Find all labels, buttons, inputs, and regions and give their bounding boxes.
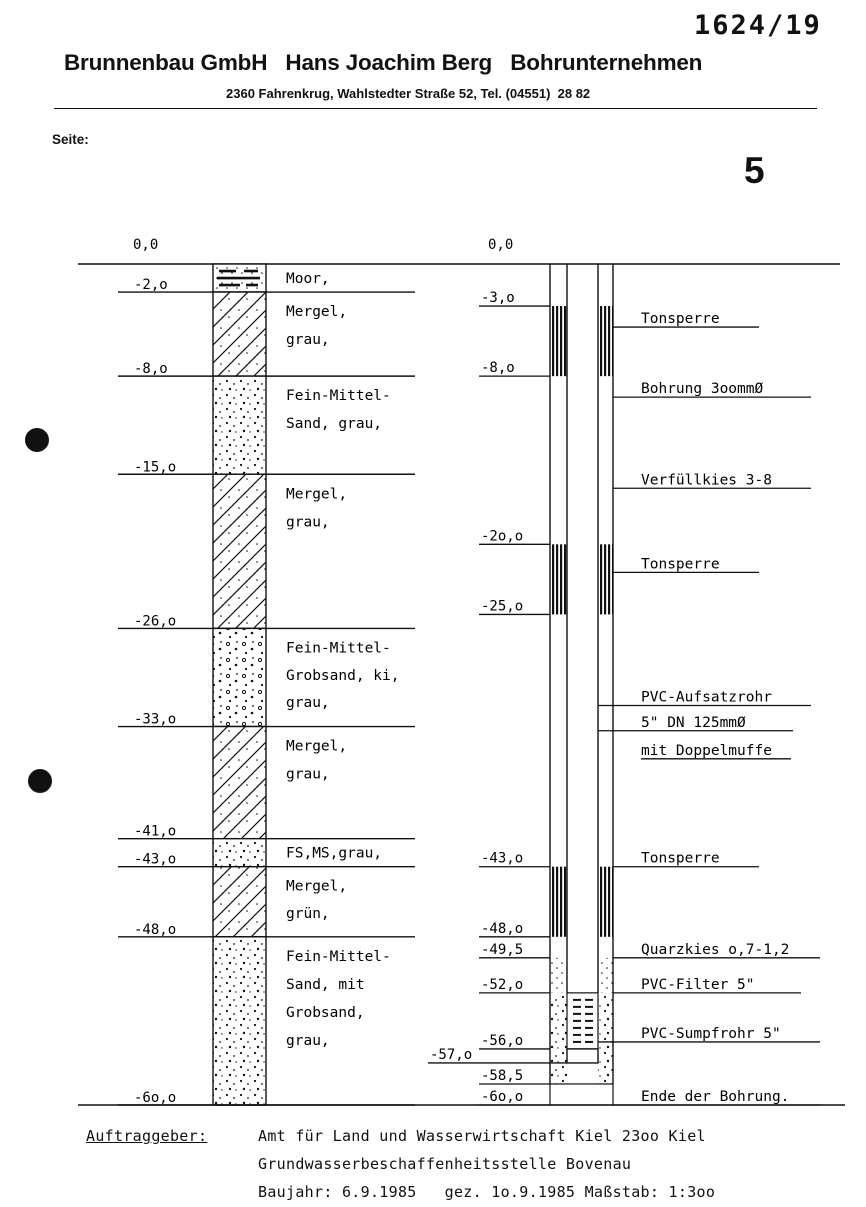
filter-screen	[567, 993, 598, 1049]
soil-layer	[213, 727, 266, 839]
layer-description: Mergel,	[286, 738, 348, 755]
well-annotation: Bohrung 3oommØ	[641, 381, 764, 398]
layer-depth-label: -2,o	[134, 277, 168, 294]
annulus-fill	[550, 544, 567, 614]
well-annotation: PVC-Filter 5"	[641, 976, 755, 993]
well-depth-label: -3,o	[481, 290, 515, 307]
well-annotation: 5" DN 125mmØ	[641, 714, 746, 731]
soil-layer	[213, 376, 266, 474]
annulus-fill	[550, 306, 567, 376]
sump-pipe	[567, 1049, 598, 1063]
layer-description: grau,	[286, 695, 330, 712]
layer-description: grau,	[286, 766, 330, 783]
soil-layer	[213, 937, 266, 1105]
auftraggeber-label: Auftraggeber:	[86, 1127, 208, 1145]
punch-hole	[28, 769, 52, 793]
layer-description: Grobsand,	[286, 1004, 365, 1021]
well-annotation: Tonsperre	[641, 556, 720, 573]
well-annotation: Ende der Bohrung.	[641, 1089, 790, 1105]
layer-depth-label: -48,o	[134, 921, 177, 938]
profile-top-label: 0,0	[133, 237, 159, 253]
soil-layer	[213, 292, 266, 376]
well-depth-label: -57,o	[430, 1046, 473, 1063]
soil-profile-column	[78, 237, 840, 1106]
client-line: Amt für Land und Wasserwirtschaft Kiel 23oo Kiel	[258, 1127, 706, 1145]
soil-layer	[213, 867, 266, 937]
layer-description: grün,	[286, 905, 330, 922]
well-annotation: Tonsperre	[641, 311, 720, 328]
well-annotation: Quarzkies o,7-1,2	[641, 941, 790, 958]
well-depth-label: -25,o	[481, 598, 524, 615]
well-depth-label: -8,o	[481, 360, 515, 377]
annulus-fill	[550, 867, 567, 937]
layer-description: grau,	[286, 514, 330, 531]
well-depth-label: -49,5	[481, 941, 524, 958]
layer-description: Sand, mit	[286, 976, 365, 993]
well-annotation: PVC-Aufsatzrohr	[641, 689, 772, 706]
well-depth-label: -56,o	[481, 1032, 524, 1049]
layer-depth-label: -8,o	[134, 361, 168, 378]
well-depth-label: -58,5	[481, 1067, 524, 1084]
well-depth-label: -52,o	[481, 976, 524, 993]
client-sub-line: Grundwasserbeschaffenheitsstelle Bovenau	[258, 1155, 632, 1173]
layer-depth-label: -41,o	[134, 823, 177, 840]
layer-description: Mergel,	[286, 878, 348, 895]
layer-depth-label: -33,o	[134, 711, 177, 728]
seite-label: Seite:	[52, 132, 89, 147]
well-annotation: Tonsperre	[641, 850, 720, 867]
layer-description: grau,	[286, 1032, 330, 1049]
annulus-fill	[550, 993, 567, 1084]
annulus-fill	[598, 958, 613, 993]
well-annotation: mit Doppelmuffe	[641, 742, 772, 759]
layer-description: Mergel,	[286, 486, 348, 503]
layer-description: Mergel,	[286, 304, 348, 321]
annulus-fill	[550, 958, 567, 993]
layer-description: grau,	[286, 332, 330, 349]
annulus-fill	[598, 306, 613, 376]
layer-description: Fein-Mittel-	[286, 388, 391, 405]
annulus-fill	[598, 993, 613, 1084]
company-address: 2360 Fahrenkrug, Wahlstedter Straße 52, Tel. (04551) 28 82	[226, 86, 591, 101]
layer-description: Fein-Mittel-	[286, 640, 391, 657]
layer-description: Moor,	[286, 271, 330, 288]
document-number: 1624/19	[694, 10, 822, 41]
well-depth-label: -48,o	[481, 920, 524, 937]
well-depth-label: -43,o	[481, 850, 524, 867]
layer-depth-label: -15,o	[134, 459, 177, 476]
layer-description: Fein-Mittel-	[286, 948, 391, 965]
layer-depth-label: -26,o	[134, 613, 177, 630]
layer-description: Grobsand, ki,	[286, 667, 400, 684]
punch-hole	[25, 428, 49, 452]
company-name: Brunnenbau GmbH Hans Joachim Berg Bohrunternehmen	[64, 50, 703, 75]
well-annotation: Verfüllkies 3-8	[641, 472, 772, 489]
date-scale-line: Baujahr: 6.9.1985 gez. 1o.9.1985 Maßstab: 1:3oo	[258, 1183, 716, 1201]
layer-description: FS,MS,grau,	[286, 845, 383, 862]
layer-description: Sand, grau,	[286, 416, 383, 433]
well-depth-label: -6o,o	[481, 1089, 524, 1105]
annulus-fill	[598, 867, 613, 937]
soil-layer	[213, 474, 266, 628]
annulus-fill	[598, 544, 613, 614]
borehole-bottom	[550, 1084, 613, 1105]
soil-layer	[213, 839, 266, 867]
layer-depth-label: -43,o	[134, 851, 177, 868]
page-number: 5	[744, 150, 765, 191]
well-top-label: 0,0	[488, 237, 514, 253]
well-annotation: PVC-Sumpfrohr 5"	[641, 1025, 781, 1042]
well-depth-label: -2o,o	[481, 528, 524, 545]
soil-layer	[213, 628, 266, 726]
layer-depth-label: -6o,o	[134, 1090, 177, 1106]
